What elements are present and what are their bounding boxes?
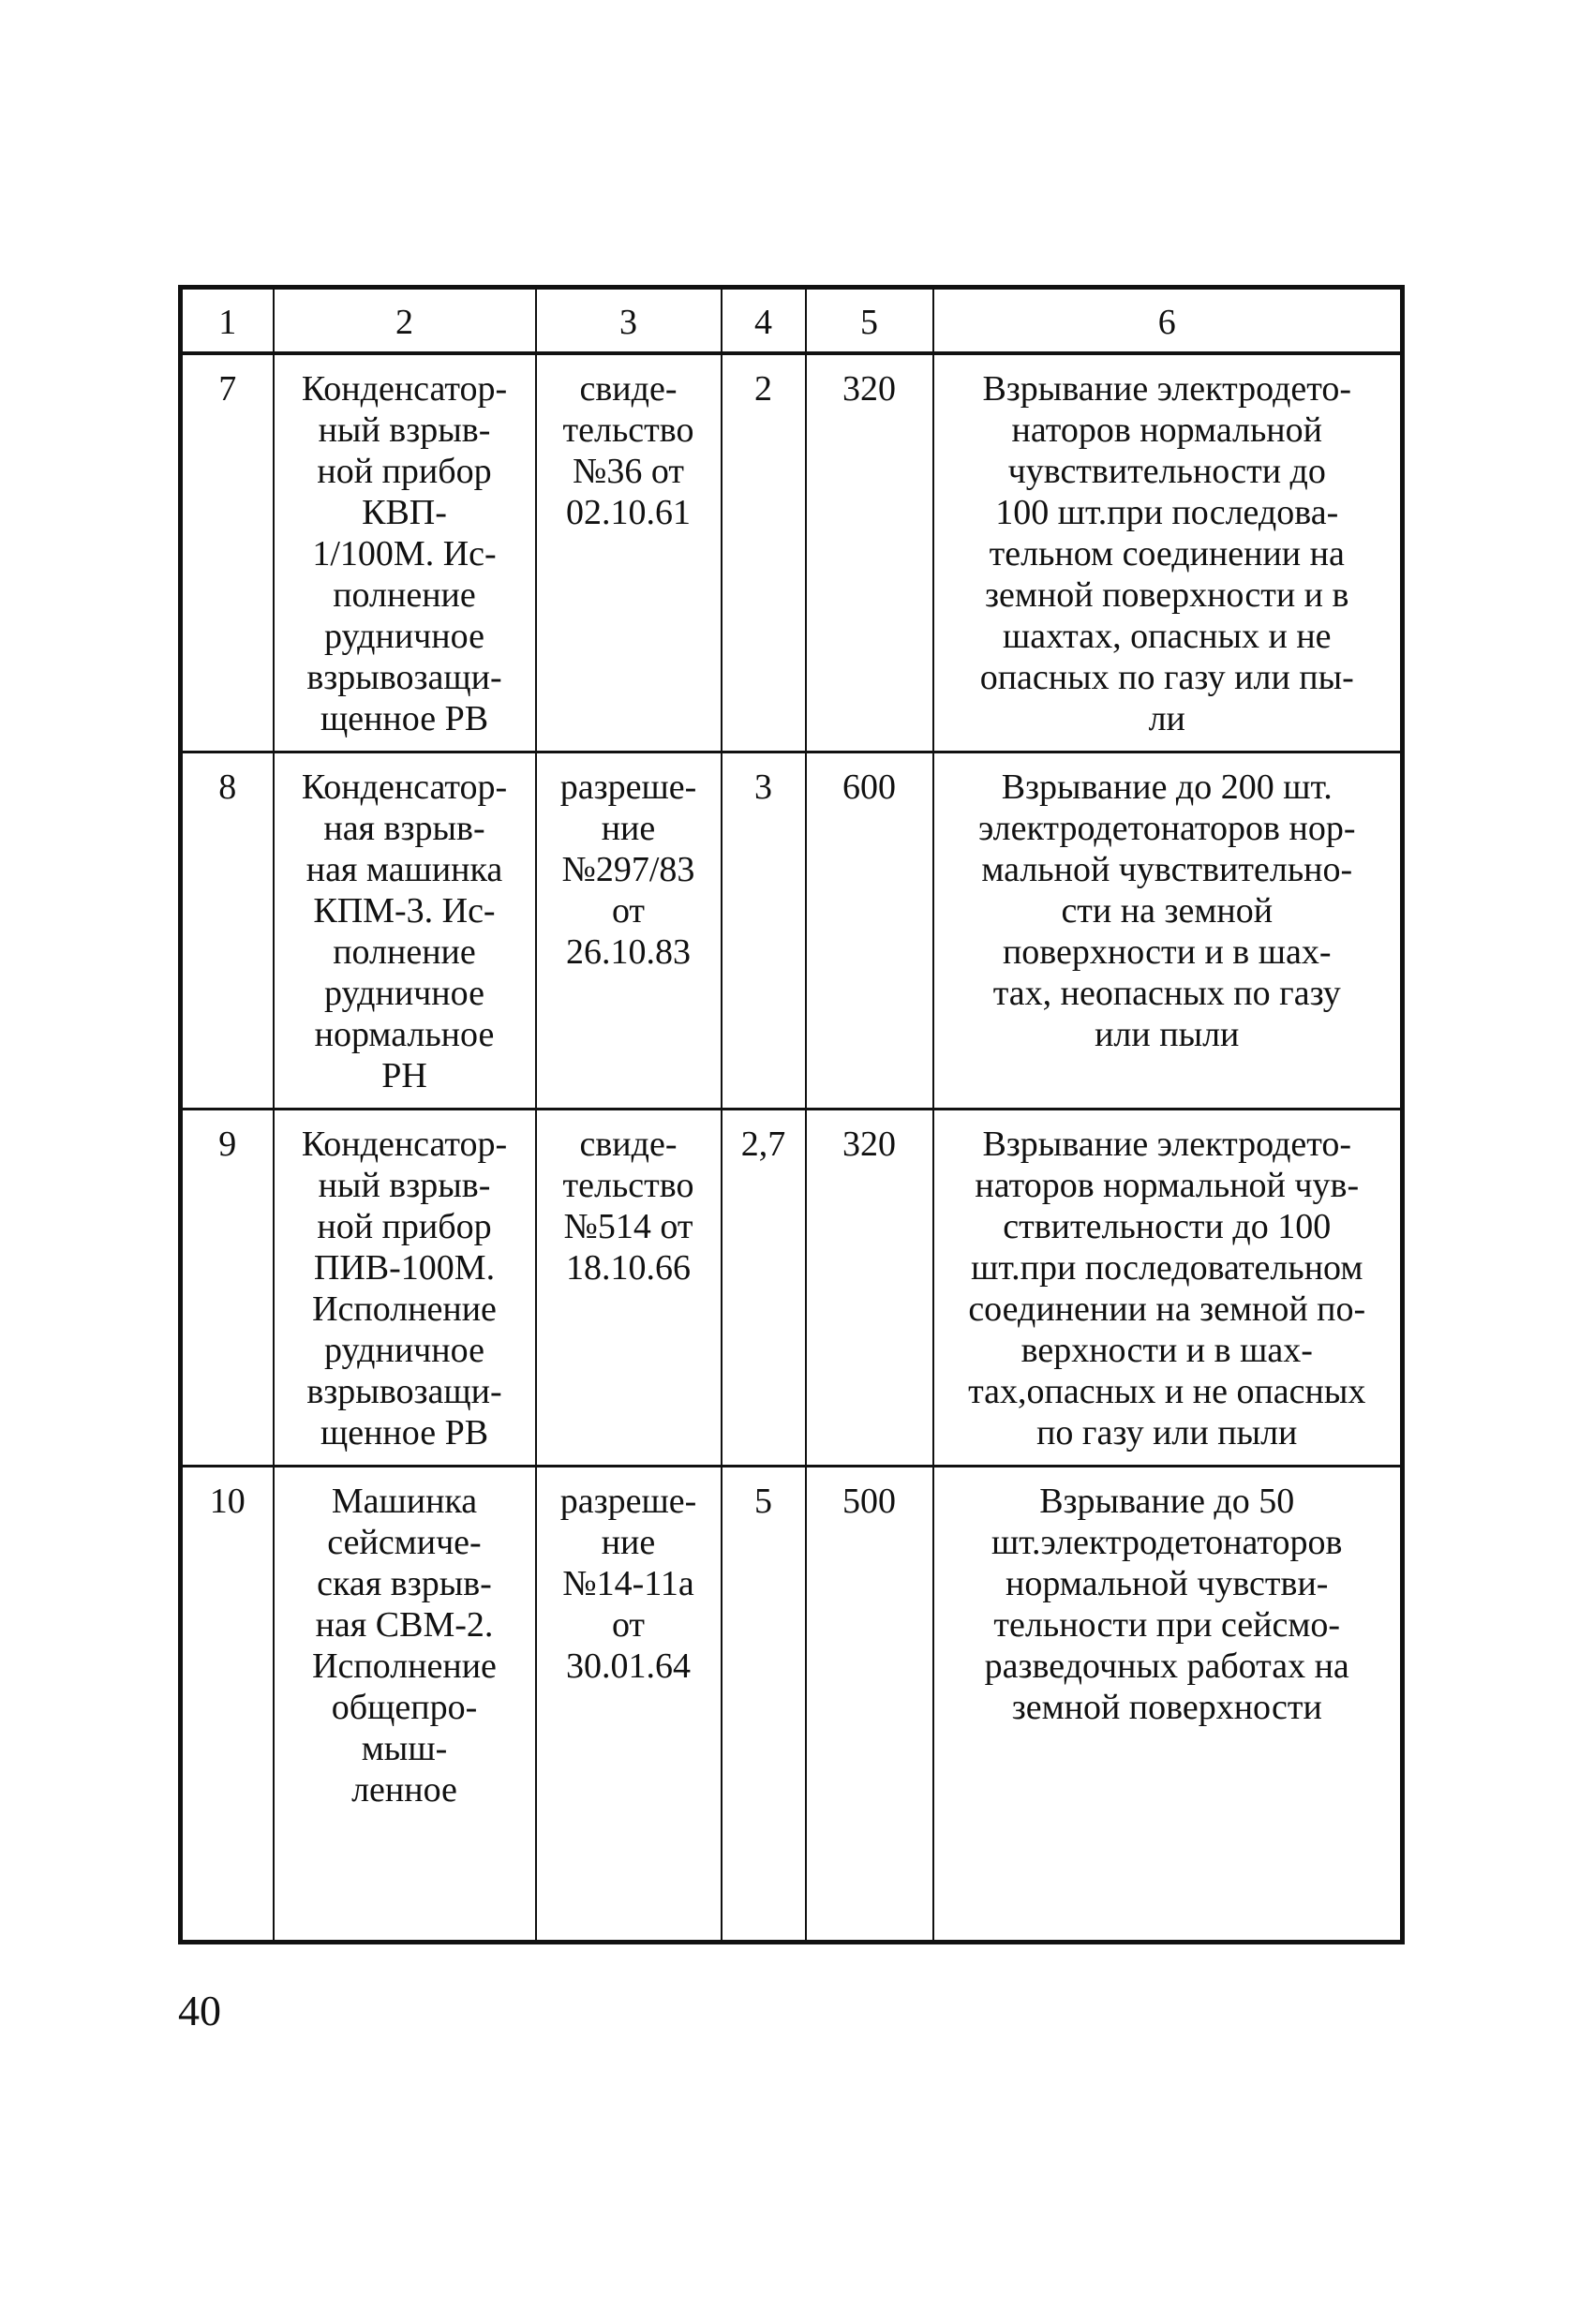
cell-text-line: щенное РВ [320,699,489,738]
cell-text-line: Взрывание электродето- [982,369,1352,409]
cell-text-line: ной прибор [317,1207,492,1246]
devices-table [178,285,1405,1944]
permit-document-cell [536,752,722,1110]
cell-text-line: №514 от [563,1207,693,1246]
cell-text: 10 [209,1482,246,1521]
permit-document-cell [536,1467,722,1943]
cell-text-line: 30.01.64 [566,1646,691,1686]
cell-text: 2,7 [740,1125,786,1164]
cell-text-line: разреше- [559,1482,697,1521]
cell-text-line: рудничное [324,617,484,656]
cell-text-line: РН [381,1056,427,1095]
table-row [181,752,1403,1110]
cell-text: 320 [842,1125,896,1164]
cell-text-line: КПМ-3. Ис- [313,891,496,931]
cell-text: 500 [842,1482,896,1521]
cell-text-line: №14-11а [562,1564,694,1603]
weight-cell [722,1110,806,1467]
cell-text-line: тах,опасных и не опасных [968,1372,1366,1411]
cell-text-line: электродетонаторов нор- [978,809,1356,848]
row-number-cell [181,353,274,752]
cell-text-line: ние [601,809,656,848]
cell-text-line: или пыли [1095,1015,1240,1054]
column-header: 2 [274,288,536,354]
cell-text-line: Машинка [331,1482,478,1521]
page-number: 40 [178,1987,221,2034]
cell-text: 9 [218,1125,237,1164]
cell-text-line: Взрывание до 200 шт. [1001,767,1333,807]
cell-text-line: тельство [562,410,694,450]
cell-text-line: шт.электродетонаторов [991,1523,1343,1562]
column-header: 6 [933,288,1403,354]
cell-text: 5 [754,1482,772,1521]
cell-text-line: 100 шт.при последова- [995,493,1339,532]
row-number-cell [181,1467,274,1943]
cell-text-line: Конденсатор- [301,369,508,409]
cell-text-line: полнение [333,932,476,972]
purpose-cell [933,1110,1403,1467]
cell-text-line: ствительности до 100 [1003,1207,1332,1246]
permit-document-cell [536,1110,722,1467]
cell-text-line: ная машинка [305,850,503,889]
row-number-cell [181,1110,274,1467]
device-name-cell [274,353,536,752]
permit-document-cell [536,353,722,752]
row-number-cell [181,752,274,1110]
cell-text-line: ленное [351,1770,457,1810]
cell-text-line: тельство [562,1166,694,1205]
cell-text-line: наторов нормальной чув- [975,1166,1360,1205]
cell-text-line: по газу или пыли [1036,1413,1298,1452]
cell-text-line: нормальной чувстви- [1006,1564,1329,1603]
cell-text-line: щенное РВ [320,1413,489,1452]
cell-text-line: наторов нормальной [1011,410,1322,450]
cell-text-line: поверхности и в шах- [1002,932,1332,972]
cell-text-line: 02.10.61 [566,493,691,532]
cell-text-line: шт.при последовательном [971,1248,1363,1288]
column-header: 1 [181,288,274,354]
cell-text-line: от [611,1605,646,1645]
count-cell [806,353,933,752]
cell-text-line: ная взрыв- [323,809,485,848]
cell-text-line: ние [601,1523,656,1562]
cell-text-line: земной поверхности [1011,1688,1322,1727]
count-cell [806,752,933,1110]
cell-text-line: верхности и в шах- [1020,1331,1313,1370]
purpose-cell [933,1467,1403,1943]
cell-text-line: 26.10.83 [566,932,691,972]
cell-text-line: мыш- [361,1729,448,1768]
cell-text-line: взрывозащи- [306,658,502,697]
cell-text-line: ный взрыв- [318,1166,491,1205]
cell-text-line: ли [1148,699,1185,738]
weight-cell [722,353,806,752]
purpose-cell [933,353,1403,752]
cell-text-line: тельности при сейсмо- [993,1605,1341,1645]
cell-text-line: взрывозащи- [306,1372,502,1411]
table-header-row [181,288,1403,354]
cell-text-line: свиде- [579,369,678,409]
cell-text-line: Исполнение [312,1646,497,1686]
table-row [181,353,1403,752]
weight-cell [722,1467,806,1943]
device-name-cell [274,1110,536,1467]
cell-text-line: ская взрыв- [317,1564,492,1603]
cell-text-line: чувствительности до [1007,452,1326,491]
cell-text-line: общепро- [331,1688,478,1727]
cell-text-line: от [611,891,646,931]
cell-text: 2 [754,369,772,409]
count-cell [806,1467,933,1943]
cell-text-line: сейсмиче- [327,1523,482,1562]
cell-text-line: рудничное [324,974,484,1013]
cell-text-line: №36 от [573,452,684,491]
column-header: 3 [536,288,722,354]
cell-text-line: №297/83 [561,850,695,889]
cell-text-line: Взрывание электродето- [982,1125,1352,1164]
cell-text-line: мальной чувствительно- [981,850,1353,889]
device-name-cell [274,1467,536,1943]
cell-text-line: соединении на земной по- [968,1289,1366,1329]
cell-text-line: рудничное [324,1331,484,1370]
cell-text-line: 18.10.66 [566,1248,691,1288]
cell-text-line: ная СВМ-2. [315,1605,494,1645]
cell-text-line: КВП- [362,493,447,532]
cell-text-line: ный взрыв- [318,410,491,450]
cell-text: 3 [754,767,772,807]
cell-text: 7 [218,369,237,409]
cell-text-line: шахтах, опасных и не [1002,617,1332,656]
cell-text-line: Взрывание до 50 [1039,1482,1295,1521]
column-header: 4 [722,288,806,354]
cell-text-line: разведочных работах на [984,1646,1349,1686]
cell-text-line: Исполнение [312,1289,497,1329]
cell-text-line: нормальное [314,1015,495,1054]
cell-text: 8 [218,767,237,807]
cell-text-line: опасных по газу или пы- [979,658,1354,697]
count-cell [806,1110,933,1467]
cell-text: 320 [842,369,896,409]
cell-text-line: тах, неопасных по газу [992,974,1341,1013]
cell-text-line: сти на земной [1061,891,1274,931]
cell-text-line: Конденсатор- [301,1125,508,1164]
cell-text-line: ной прибор [317,452,492,491]
cell-text-line: 1/100М. Ис- [312,534,497,574]
cell-text-line: тельном соединении на [989,534,1345,574]
cell-text: 600 [842,767,896,807]
device-name-cell [274,752,536,1110]
cell-text-line: свиде- [579,1125,678,1164]
cell-text-line: Конденсатор- [301,767,508,807]
cell-text-line: ПИВ-100М. [313,1248,496,1288]
cell-text-line: полнение [333,575,476,615]
purpose-cell [933,752,1403,1110]
cell-text-line: земной поверхности и в [985,575,1349,615]
table-row [181,1110,1403,1467]
column-header: 5 [806,288,933,354]
cell-text-line: разреше- [559,767,697,807]
weight-cell [722,752,806,1110]
table-row [181,1467,1403,1943]
